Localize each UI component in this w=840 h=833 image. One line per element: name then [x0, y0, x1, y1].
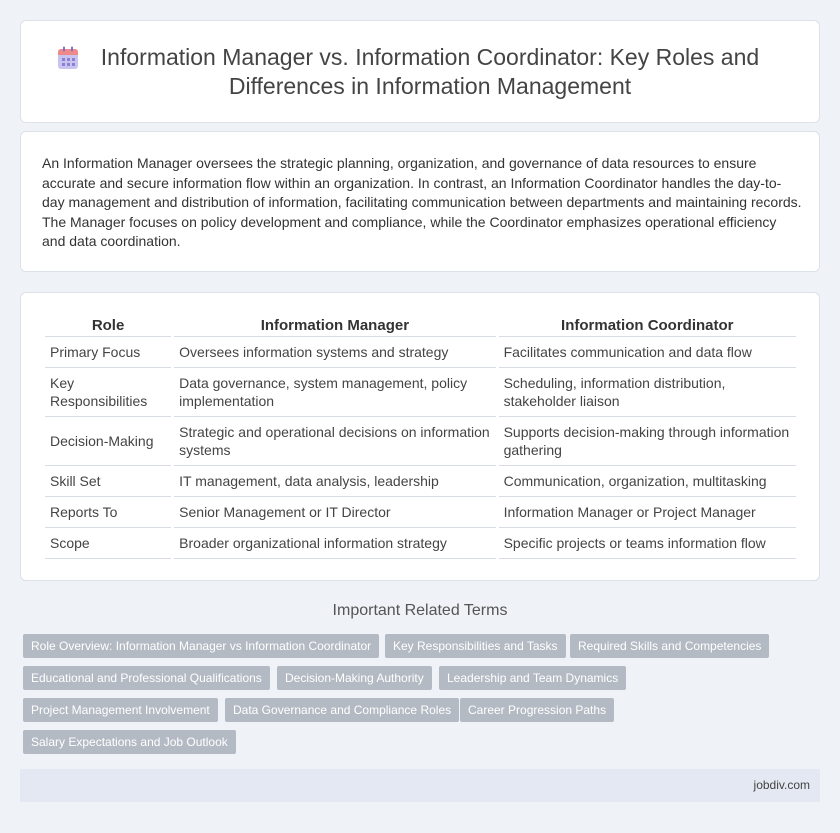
manager-cell: Senior Management or IT Director [174, 497, 495, 528]
manager-cell: Data governance, system management, policy implementation [174, 368, 495, 417]
coordinator-cell: Information Manager or Project Manager [499, 497, 796, 528]
summary-paragraph: An Information Manager oversees the strategic planning, organization, and governance of data resources to ensure accurate and secure information flow within an organization. In contrast, an Information Coordinator handles the day-to-day management and distribution of information, facilitating communication between departments and maintaining records. The Manager focuses on policy development and compliance, while the Coordinator emphasizes operational efficiency and data coordination. [42, 155, 802, 250]
table-row [45, 466, 796, 497]
manager-cell: IT management, data analysis, leadership [174, 466, 495, 497]
related-term-tag[interactable]: Decision-Making Authority [277, 666, 432, 690]
table-row [45, 497, 796, 528]
row-label: Primary Focus [45, 337, 171, 368]
row-label: Decision-Making [45, 417, 171, 466]
related-term-tag[interactable]: Role Overview: Information Manager vs Information Coordinator [23, 634, 379, 658]
related-term-tag[interactable]: Salary Expectations and Job Outlook [23, 730, 236, 754]
footer-site-link[interactable]: jobdiv.com [753, 778, 810, 792]
coordinator-cell: Supports decision-making through information gathering [499, 417, 796, 466]
row-label: Skill Set [45, 466, 171, 497]
related-terms-heading: Important Related Terms [332, 602, 508, 619]
coordinator-cell: Scheduling, information distribution, stakeholder liaison [499, 368, 796, 417]
related-term-tag[interactable]: Required Skills and Competencies [570, 634, 769, 658]
manager-cell: Broader organizational information strategy [174, 528, 495, 559]
manager-cell: Oversees information systems and strategy [174, 337, 495, 368]
manager-cell: Strategic and operational decisions on information systems [174, 417, 495, 466]
related-term-tag[interactable]: Career Progression Paths [460, 698, 614, 722]
row-label: Reports To [45, 497, 171, 528]
related-term-tag[interactable]: Leadership and Team Dynamics [439, 666, 626, 690]
row-label: Scope [45, 528, 171, 559]
footer [20, 769, 820, 802]
coordinator-cell: Communication, organization, multitasking [499, 466, 796, 497]
comparison-table-card [20, 292, 820, 581]
table-row [45, 417, 796, 466]
coordinator-cell: Facilitates communication and data flow [499, 337, 796, 368]
title-card [20, 20, 820, 123]
related-term-tag[interactable]: Project Management Involvement [23, 698, 218, 722]
comparison-table [42, 313, 799, 559]
page-title: Information Manager vs. Information Coordinator: Key Roles and Differences in Information Management [100, 43, 760, 99]
table-row [45, 337, 796, 368]
summary-card [20, 131, 820, 272]
related-term-tag[interactable]: Educational and Professional Qualifications [23, 666, 270, 690]
related-term-tag[interactable]: Data Governance and Compliance Roles [225, 698, 459, 722]
table-row [45, 368, 796, 417]
related-term-tag[interactable]: Key Responsibilities and Tasks [385, 634, 566, 658]
table-row [45, 528, 796, 559]
column-header-manager: Information Manager [174, 313, 495, 337]
table-header-row [45, 313, 796, 337]
column-header-role: Role [45, 313, 171, 337]
column-header-coordinator: Information Coordinator [499, 313, 796, 337]
row-label: Key Responsibilities [45, 368, 171, 417]
coordinator-cell: Specific projects or teams information flow [499, 528, 796, 559]
